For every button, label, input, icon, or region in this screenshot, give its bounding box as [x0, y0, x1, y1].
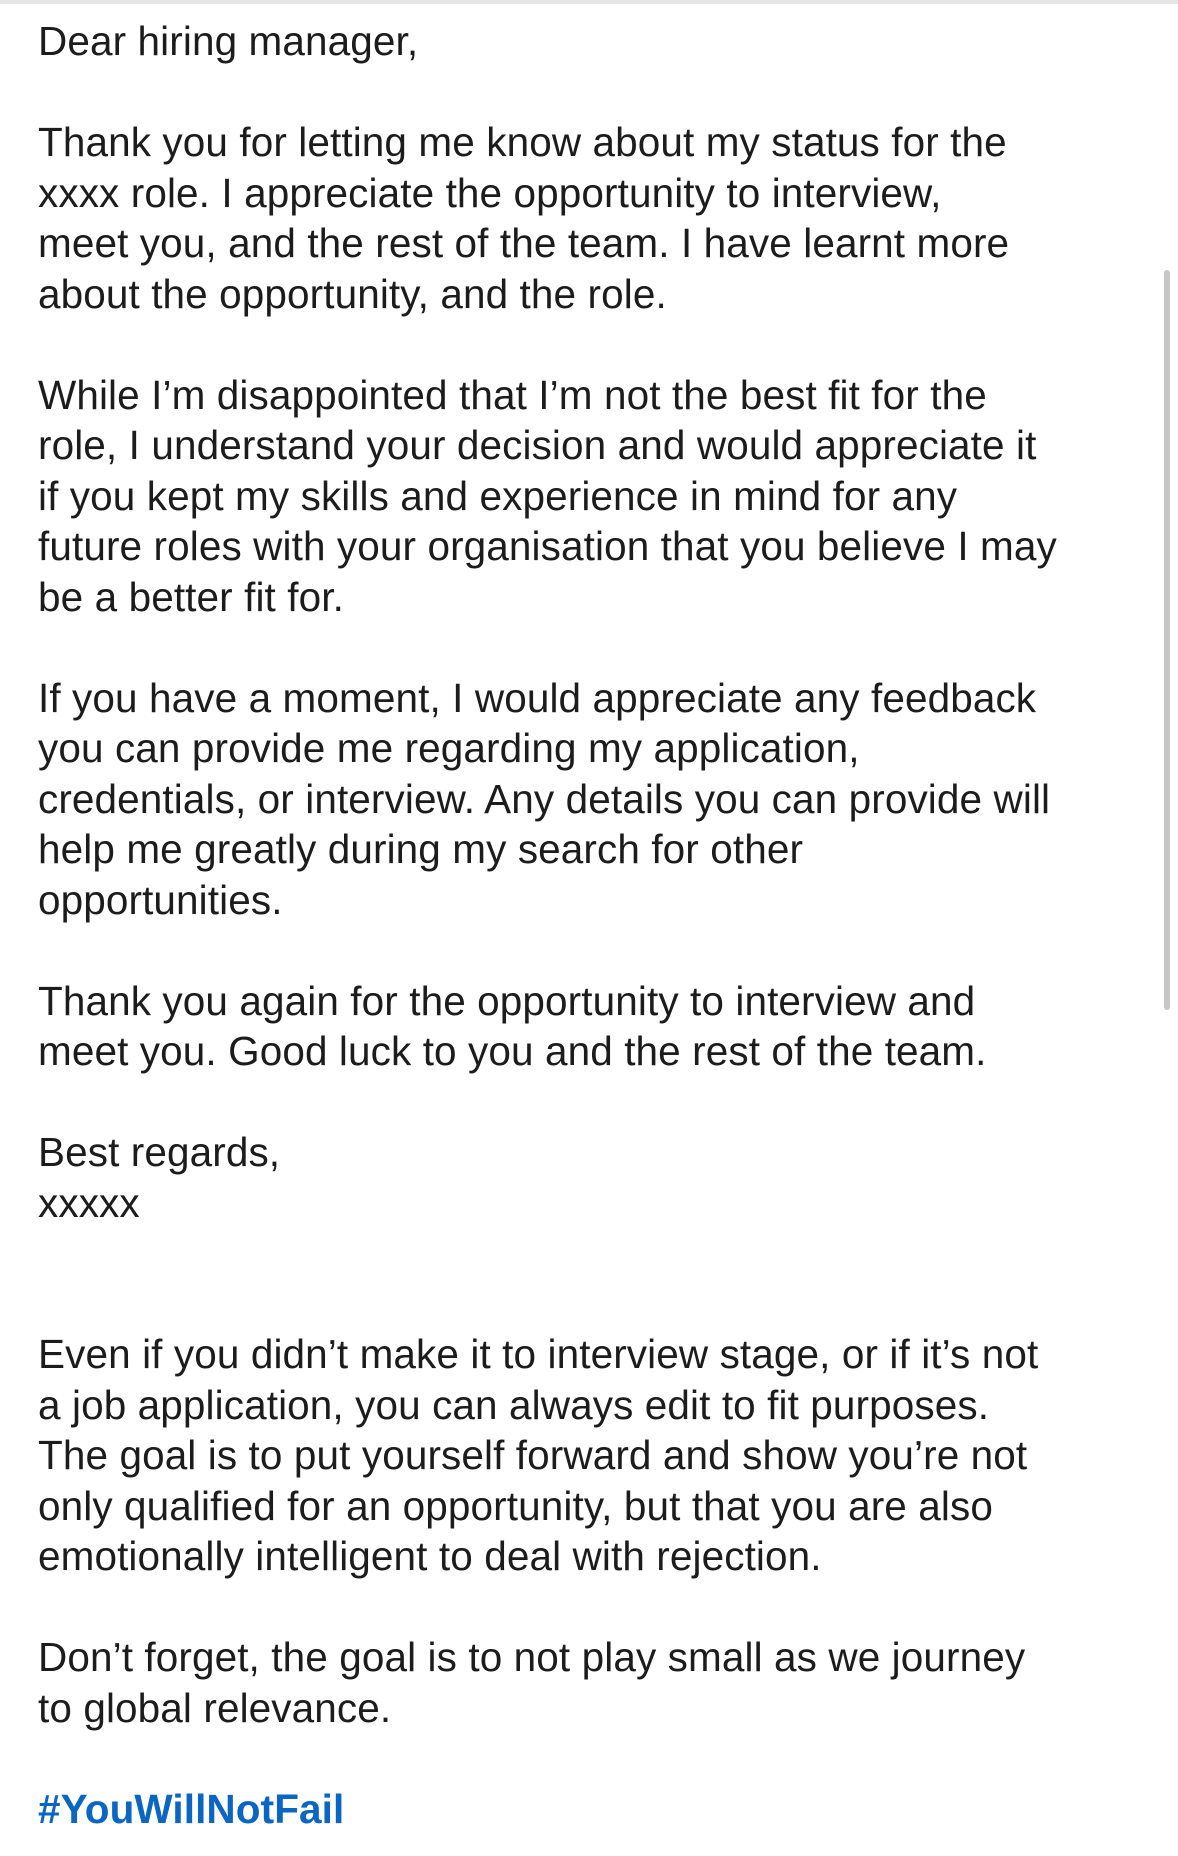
scrollbar[interactable] — [1164, 270, 1170, 1010]
post-body — [38, 16, 1148, 1834]
paragraph-status: Thank you for letting me know about my status for the xxxx role. I appreciate the opportunity to interview, meet you, and the rest of the team. I have learnt more about the opportunity, and the role. — [38, 119, 1010, 317]
paragraph-feedback-request: If you have a moment, I would appreciate any feedback you can provide me regarding my application, credentials, or interview. Any details you can provide will help me greatly during my search for other opportunities. — [38, 674, 1051, 923]
paragraph-disappointment: While I’m disappointed that I’m not the best fit for the role, I understand your decision and would appreciate it if you kept my skills and experience in mind for any future roles with your organisation that you believe I may be a better fit for. — [38, 371, 1057, 620]
note-motivation: Don’t forget, the goal is to not play small as we journey to global relevance. — [38, 1634, 1026, 1731]
paragraph-thanks: Thank you again for the opportunity to interview and meet you. Good luck to you and the rest of the team. — [38, 977, 987, 1074]
greeting: Dear hiring manager, — [38, 18, 419, 64]
hashtag-link[interactable]: #YouWillNotFail — [38, 1785, 345, 1832]
top-divider — [0, 0, 1178, 4]
note-advice: Even if you didn’t make it to interview stage, or if it’s not a job application, you can always edit to fit purposes. The goal is to put yourself forward and show you’re not only qualified for an opportunity, but that you are also emotionally intelligent to deal with rejection. — [38, 1331, 1039, 1579]
signoff: Best regards, xxxxx — [38, 1129, 281, 1226]
